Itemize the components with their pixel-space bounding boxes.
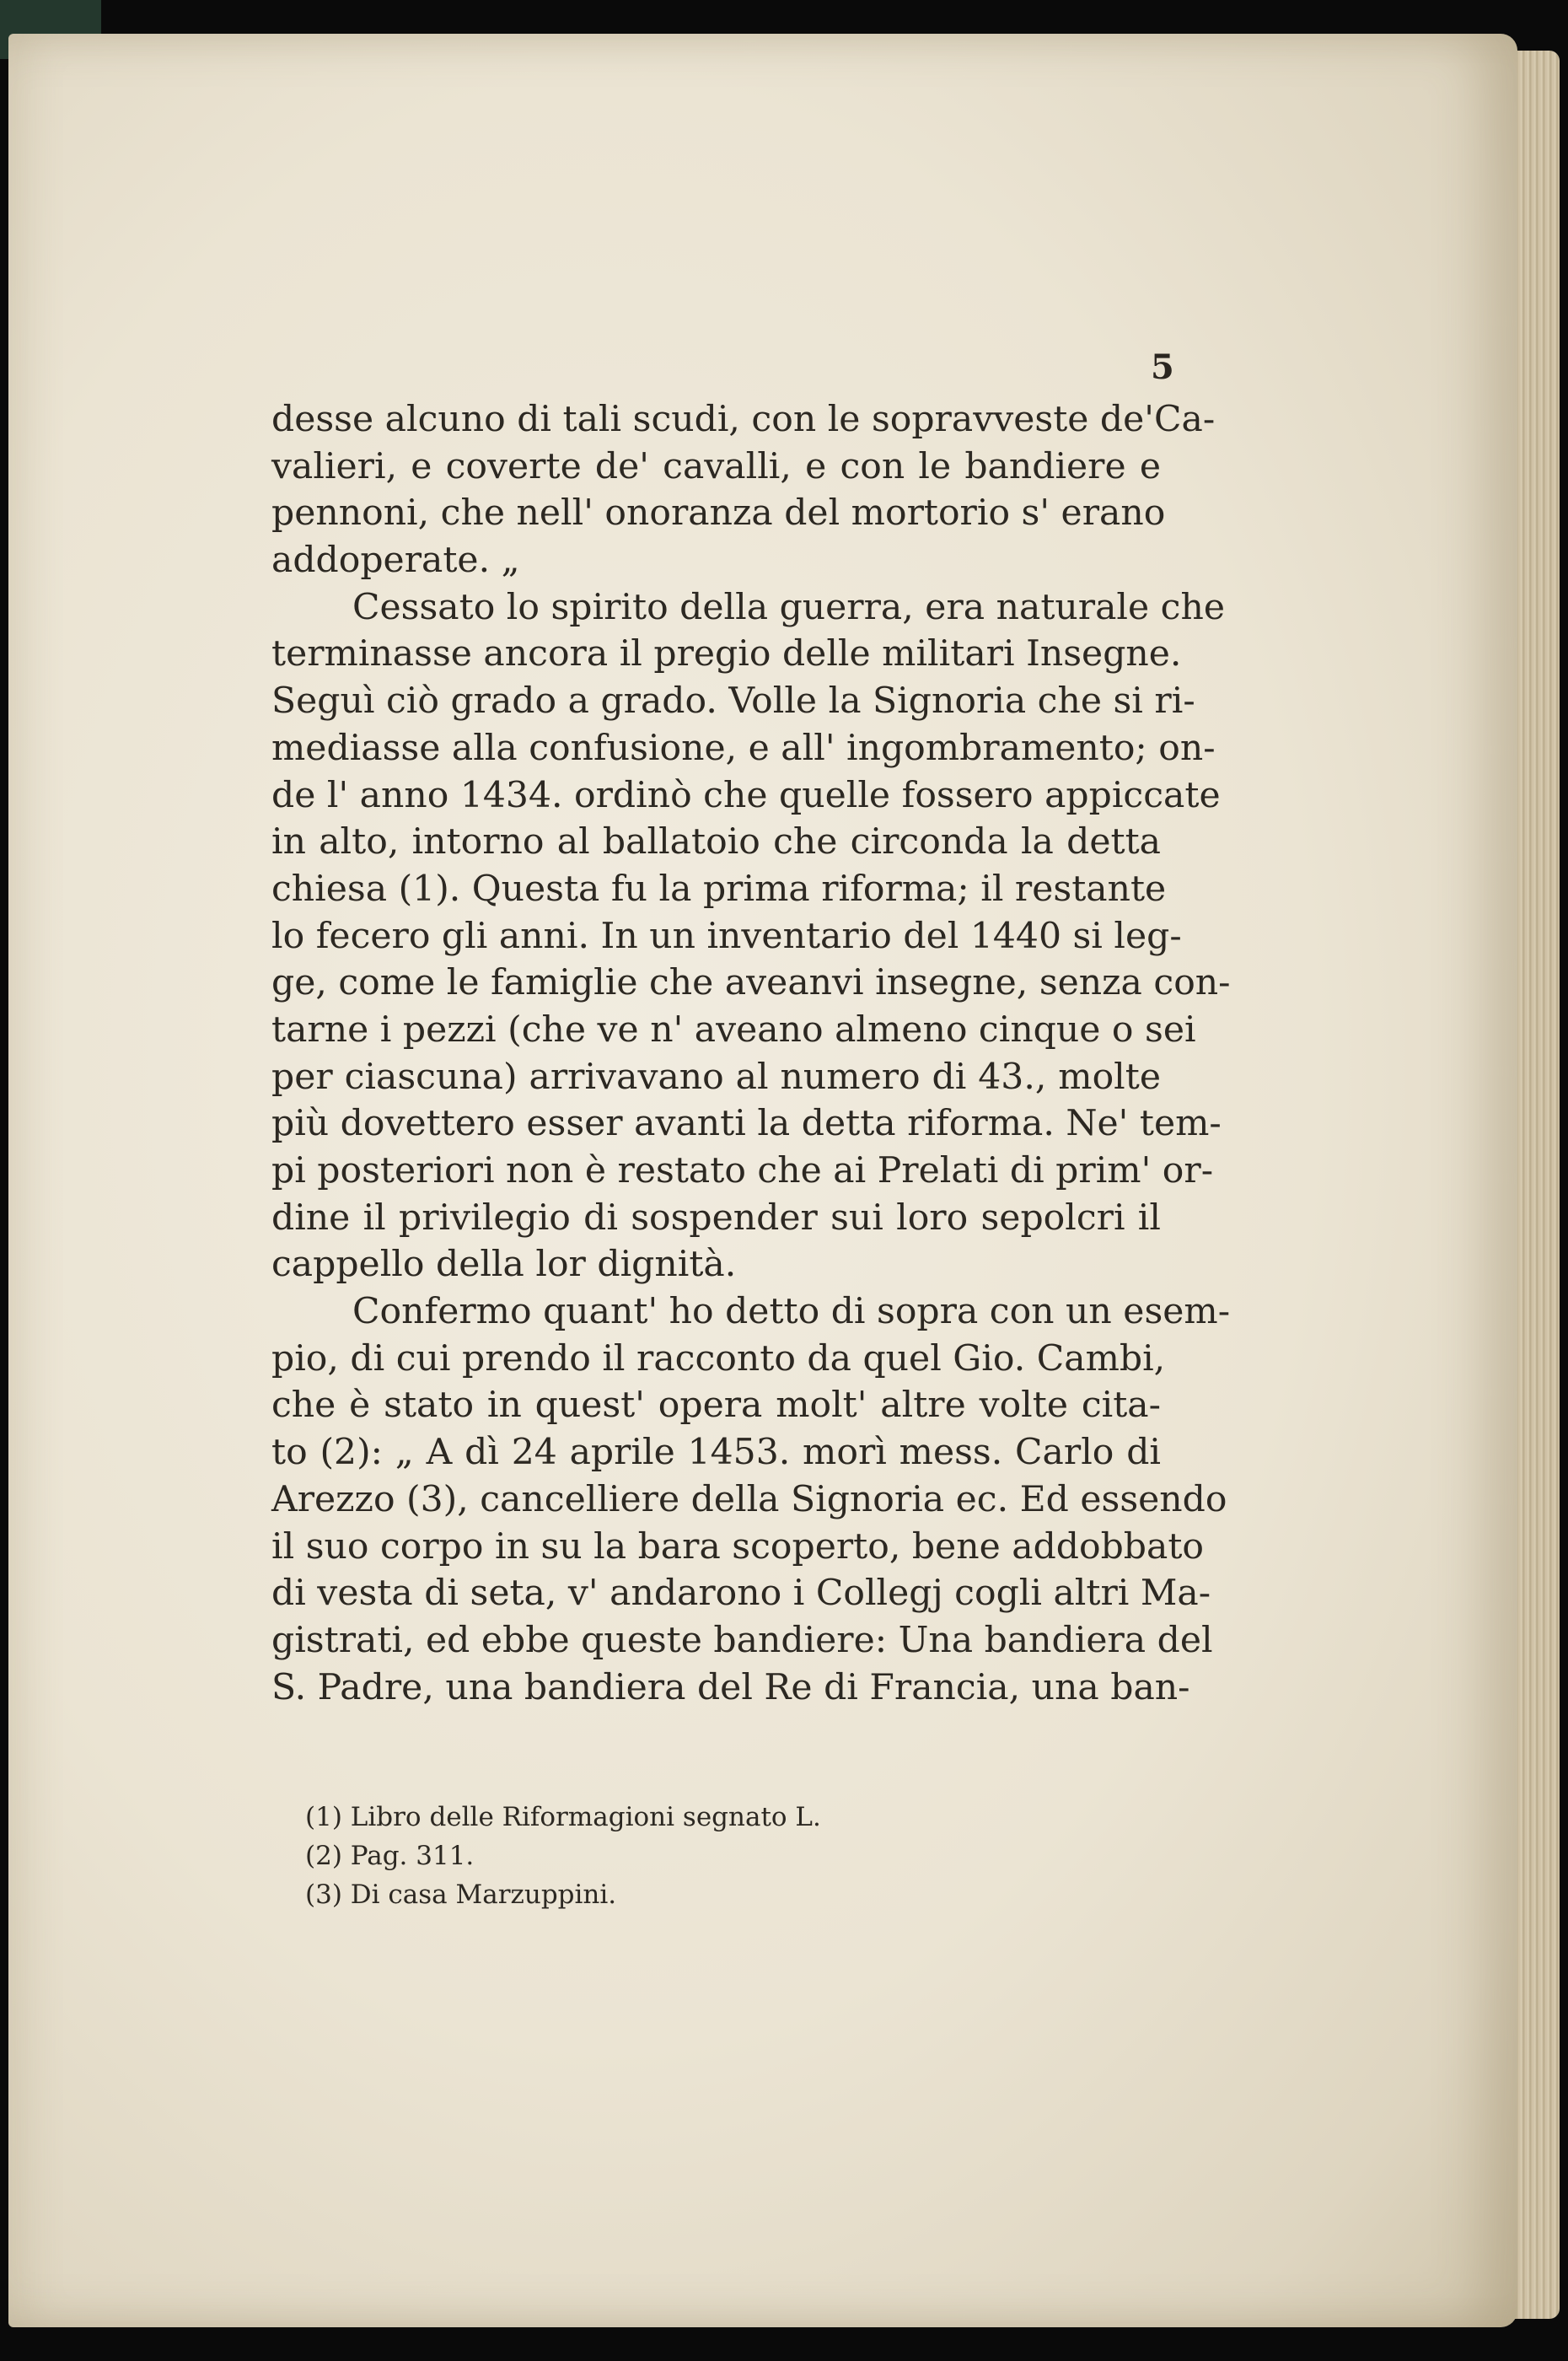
text-line: de l' anno 1434. ordinò che quelle fossero appiccate — [271, 774, 1221, 816]
footnotes — [305, 1798, 821, 1914]
text-line: addoperate. „ — [271, 540, 520, 582]
text-line: lo fecero gli anni. In un inventario del 1440 si leg- — [271, 915, 1182, 957]
text-line: to (2): „ A dì 24 aprile 1453. morì mess. Carlo di — [271, 1432, 1161, 1474]
text-line: Cessato lo spirito della guerra, era naturale che — [352, 586, 1226, 628]
footnote: (2) Pag. 311. — [305, 1841, 475, 1871]
text-line: Seguì ciò grado a grado. Volle la Signoria che si ri- — [271, 680, 1195, 723]
text-line: ge, come le famiglie che aveanvi insegne, senza con- — [271, 962, 1231, 1004]
body-text — [271, 396, 1231, 1711]
text-line: tarne i pezzi (che ve n' aveano almeno cinque o sei — [271, 1008, 1196, 1051]
text-line: di vesta di seta, v' andarono i Collegj cogli altri Ma- — [271, 1573, 1211, 1615]
text-line: desse alcuno di tali scudi, con le sopravveste de'Ca- — [271, 399, 1216, 440]
text-line: pi posteriori non è restato che ai Prelati di prim' or- — [271, 1150, 1214, 1191]
text-line: cappello della lor dignità. — [271, 1244, 737, 1286]
text-line: per ciascuna) arrivavano al numero di 43., molte — [271, 1056, 1161, 1098]
page-number: 5 — [1151, 347, 1174, 387]
text-line: S. Padre, una bandiera del Re di Francia, una ban- — [271, 1666, 1190, 1708]
text-line: pennoni, che nell' onoranza del mortorio s' erano — [271, 492, 1166, 535]
text-line: che è stato in quest' opera molt' altre volte cita- — [271, 1385, 1161, 1427]
text-line: mediasse alla confusione, e all' ingombramento; on- — [271, 727, 1216, 769]
text-line: il suo corpo in su la bara scoperto, bene addobbato — [271, 1525, 1204, 1568]
text-line: terminasse ancora il pregio delle militari Insegne. — [271, 633, 1182, 675]
text-line: Confermo quant' ho detto di sopra con un esem- — [352, 1291, 1231, 1333]
text-line: dine il privilegio di sospender sui loro sepolcri il — [271, 1197, 1161, 1239]
text-line: valieri, e coverte de' cavalli, e con le bandiere e — [271, 445, 1161, 487]
footnote: (1) Libro delle Riformagioni segnato L. — [305, 1802, 821, 1832]
text-line: in alto, intorno al ballatoio che circonda la detta — [271, 821, 1161, 863]
text-line: chiesa (1). Questa fu la prima riforma; il restante — [271, 868, 1167, 910]
book-page — [8, 34, 1517, 2327]
footnote: (3) Di casa Marzuppini. — [305, 1880, 617, 1910]
text-line: più dovettero esser avanti la detta riforma. Ne' tem- — [271, 1103, 1222, 1145]
text-line: Arezzo (3), cancelliere della Signoria ec. Ed essendo — [271, 1478, 1227, 1520]
text-line: gistrati, ed ebbe queste bandiere: Una bandiera del — [271, 1619, 1213, 1661]
text-line: pio, di cui prendo il racconto da quel Gio. Cambi, — [271, 1337, 1166, 1379]
